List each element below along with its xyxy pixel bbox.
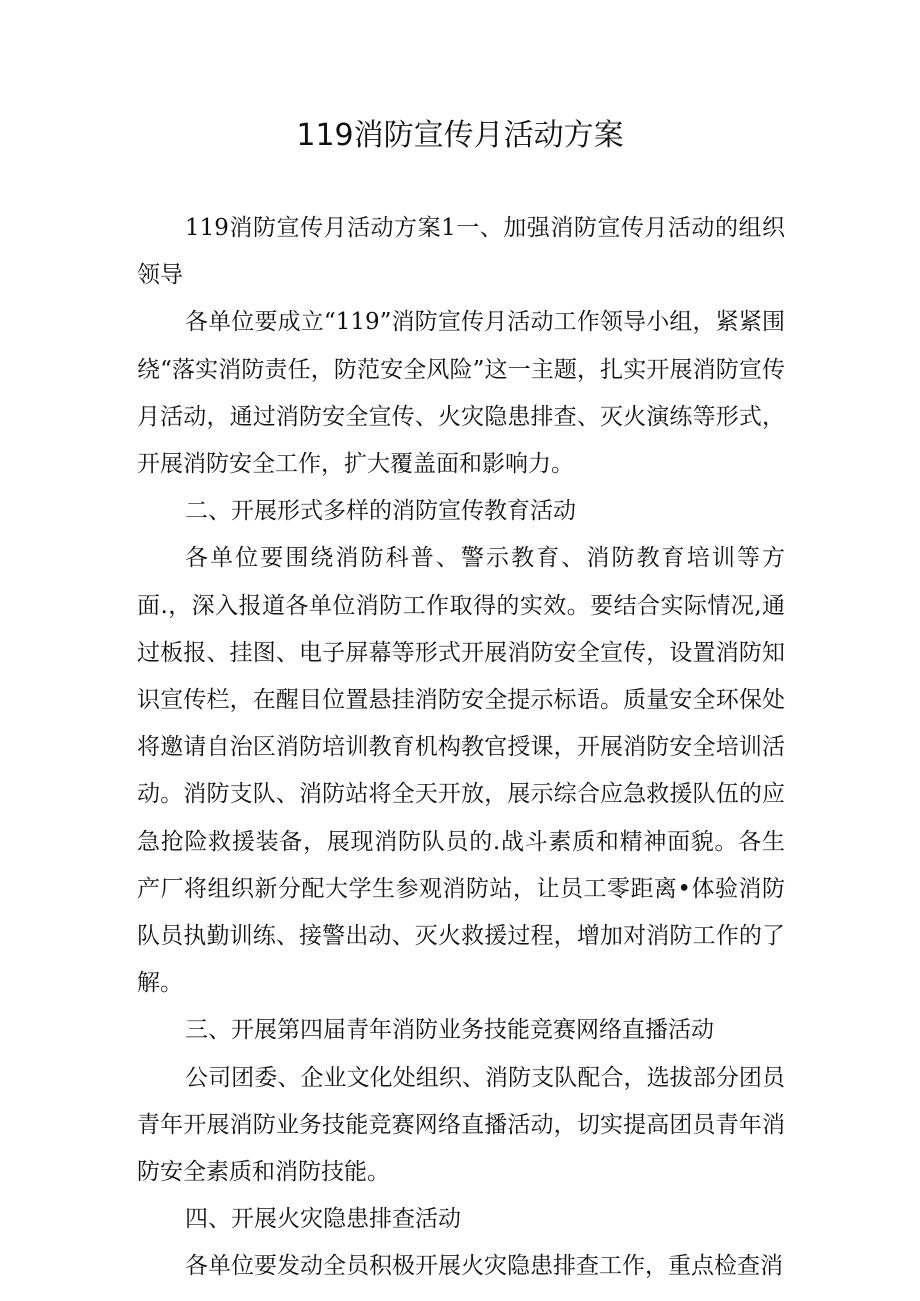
paragraph-hazard-inspection: 各单位要发动全员积极开展火灾隐患排查工作，重点检查消 xyxy=(185,1253,783,1280)
paragraph-education-activities: 各单位要围绕消防科普、警示教育、消防教育培训等方面.，深入报道各单位消防工作取得的实效。要结合实际情况,通过板报、挂图、电子屏幕等形式开展消防安全宣传，设置消防知识宣传栏，在醒目位置悬挂消防安全提示标语。质量安全环保处将邀请自治区消防培训教育机构教官授课，开展消防安全培训活动。消防支队、消防站将全天开放，展示综合应急救援队伍的应急抢险救援装备，展现消防队员的.战斗素质和精神面貌。各生产厂将组织新分配大学生参观消防站，让员工零距离•体验消防队员执勤训练、接警出动、灭火救援过程，增加对消防工作的了解。 xyxy=(137,545,785,997)
paragraph-section-1-heading: 119消防宣传月活动方案1一、加强消防宣传月活动的组织领导 xyxy=(137,215,785,289)
document-title: 119消防宣传月活动方案 xyxy=(296,118,624,153)
paragraph-section-2-heading: 二、开展形式多样的消防宣传教育活动 xyxy=(185,498,576,525)
paragraph-section-4-heading: 四、开展火灾隐患排查活动 xyxy=(185,1206,461,1233)
paragraph-skills-competition: 公司团委、企业文化处组织、消防支队配合，选拔部分团员青年开展消防业务技能竞赛网络直播活动，切实提高团员青年消防安全素质和消防技能。 xyxy=(137,1064,785,1186)
document-body xyxy=(137,205,785,1291)
paragraph-section-3-heading: 三、开展第四届青年消防业务技能竞赛网络直播活动 xyxy=(185,1017,714,1044)
paragraph-leadership-group: 各单位要成立“119”消防宣传月活动工作领导小组，紧紧围绕“落实消防责任，防范安全风险”这一主题，扎实开展消防宣传月活动，通过消防安全宣传、火灾隐患排查、灭火演练等形式，开展消防安全工作，扩大覆盖面和影响力。 xyxy=(137,309,785,478)
